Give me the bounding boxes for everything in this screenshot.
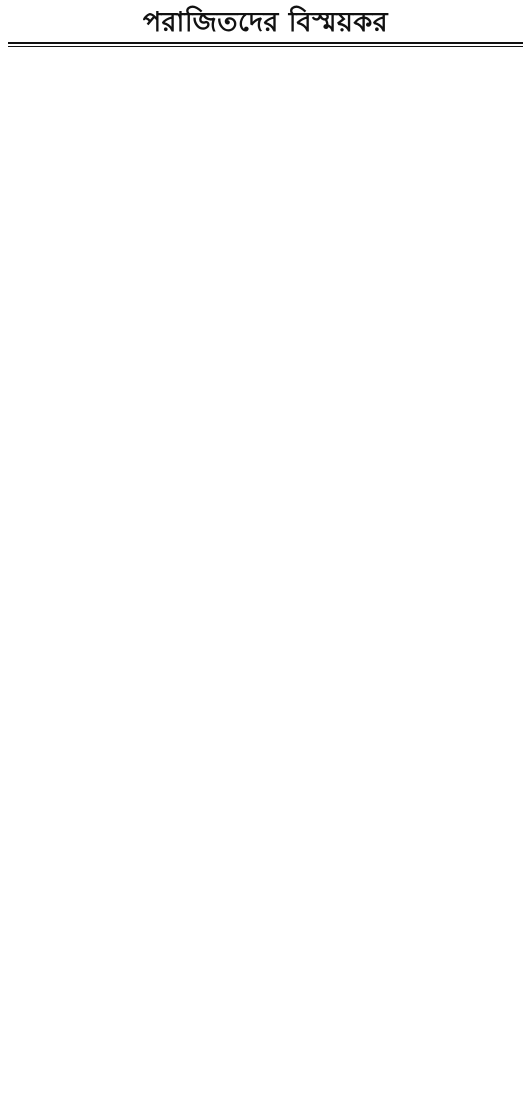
headline-rule	[8, 42, 523, 47]
article-body	[8, 51, 523, 1081]
article-headline: পরাজিতদের বিস্ময়কর	[142, 7, 389, 38]
